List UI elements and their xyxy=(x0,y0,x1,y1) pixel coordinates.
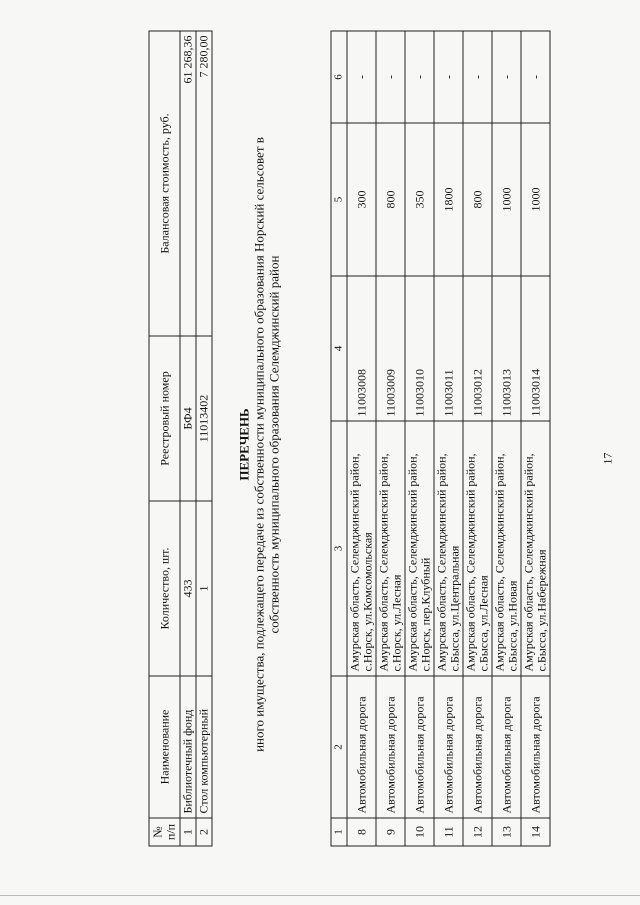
row-name: Автомобильная дорога xyxy=(492,676,521,818)
row-value: - xyxy=(463,31,492,123)
row-address: Амурская область, Селемджинский район, с.Норск, ул.Лесная xyxy=(376,421,405,676)
scan-edge-line xyxy=(0,895,640,896)
row-name: Автомобильная дорога xyxy=(521,676,550,818)
col-name-header: Наименование xyxy=(149,676,180,818)
row-value: - xyxy=(347,31,376,123)
row-value: - xyxy=(405,31,434,123)
table-row xyxy=(405,31,434,846)
row-cost: 61 268,36 xyxy=(180,31,196,336)
row-number: 13 xyxy=(492,818,521,846)
property-table xyxy=(148,31,212,847)
table-row xyxy=(180,31,196,846)
row-reg-number: 11003010 xyxy=(405,276,434,421)
row-length: 800 xyxy=(463,123,492,276)
row-address: Амурская область, Селемджинский район, с.Бысса, ул.Новая xyxy=(492,421,521,676)
list-title: ПЕРЕЧЕНЬ xyxy=(236,408,251,481)
col-address-header: 3 xyxy=(331,421,347,676)
row-number: 12 xyxy=(463,818,492,846)
col-value-header: 6 xyxy=(331,31,347,123)
row-address: Амурская область, Селемджинский район, с.Норск, пер.Клубный xyxy=(405,421,434,676)
row-reg-number: 11003011 xyxy=(434,276,463,421)
row-reg-number: 11003014 xyxy=(521,276,550,421)
row-value: - xyxy=(434,31,463,123)
row-number: 2 xyxy=(196,818,212,846)
table-row xyxy=(196,31,212,846)
row-length: 800 xyxy=(376,123,405,276)
row-name: Автомобильная дорога xyxy=(434,676,463,818)
roads-table-header-row xyxy=(331,31,347,846)
row-value: - xyxy=(521,31,550,123)
roads-table xyxy=(330,31,550,847)
table-row xyxy=(492,31,521,846)
col-reg-header: Реестровый номер xyxy=(149,336,180,501)
table-row xyxy=(521,31,550,846)
row-address: Амурская область, Селемджинский район, с.Бысса, ул.Лесная xyxy=(463,421,492,676)
page-number: 17 xyxy=(600,452,614,465)
row-qty: 433 xyxy=(180,501,196,676)
col-reg-header: 4 xyxy=(331,276,347,421)
row-number: 14 xyxy=(521,818,550,846)
row-number: 10 xyxy=(405,818,434,846)
row-reg-number: 11003009 xyxy=(376,276,405,421)
row-address: Амурская область, Селемджинский район, с.Бысса, ул.Центральная xyxy=(434,421,463,676)
row-length: 300 xyxy=(347,123,376,276)
row-name: Автомобильная дорога xyxy=(376,676,405,818)
row-name: Автомобильная дорога xyxy=(405,676,434,818)
row-number: 8 xyxy=(347,818,376,846)
property-table-header-row xyxy=(149,31,180,846)
row-value: - xyxy=(492,31,521,123)
col-qty-header: Количество, шт. xyxy=(149,501,180,676)
row-length: 350 xyxy=(405,123,434,276)
row-name: Библиотечный фонд xyxy=(180,676,196,818)
table-row xyxy=(347,31,376,846)
list-subtitle-line1: иного имущества, подлежащего передаче из собственности муниципального образования Норский сельсовет в xyxy=(251,137,266,752)
row-value: - xyxy=(376,31,405,123)
list-subtitle-line2: собственность муниципального образования Селемджинский район xyxy=(266,255,281,634)
row-reg-number: 11013402 xyxy=(196,336,212,501)
row-reg-number: 11003013 xyxy=(492,276,521,421)
col-num-header: № п/п xyxy=(149,818,180,846)
row-cost: 7 280,00 xyxy=(196,31,212,336)
row-reg-number: 11003008 xyxy=(347,276,376,421)
row-qty: 1 xyxy=(196,501,212,676)
row-number: 1 xyxy=(180,818,196,846)
row-number: 9 xyxy=(376,818,405,846)
table-row xyxy=(434,31,463,846)
col-number-header: 1 xyxy=(331,818,347,846)
row-name: Автомобильная дорога xyxy=(463,676,492,818)
row-reg-number: БФ4 xyxy=(180,336,196,501)
row-number: 11 xyxy=(434,818,463,846)
row-name: Автомобильная дорога xyxy=(347,676,376,818)
row-name: Стол компьютерный xyxy=(196,676,212,818)
row-address: Амурская область, Селемджинский район, с.Бысса, ул.Набережная xyxy=(521,421,550,676)
row-address: Амурская область, Селемджинский район, с.Норск, ул.Комсомольская xyxy=(347,421,376,676)
table-row xyxy=(376,31,405,846)
col-cost-header: Балансовая стоимость, руб. xyxy=(149,31,180,336)
row-length: 1000 xyxy=(492,123,521,276)
col-length-header: 5 xyxy=(331,123,347,276)
col-name-header: 2 xyxy=(331,676,347,818)
table-row xyxy=(463,31,492,846)
row-length: 1800 xyxy=(434,123,463,276)
list-heading xyxy=(236,45,281,845)
row-length: 1000 xyxy=(521,123,550,276)
row-reg-number: 11003012 xyxy=(463,276,492,421)
